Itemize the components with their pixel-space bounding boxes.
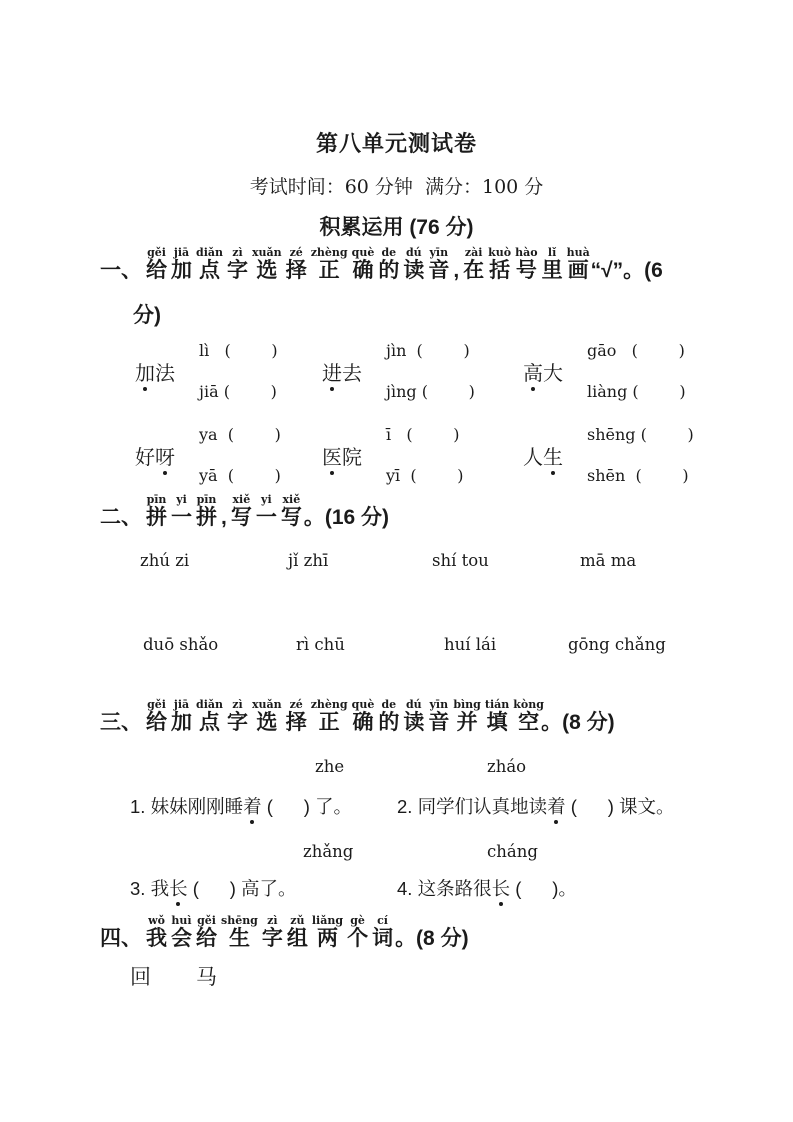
word-building-char: 马 (196, 965, 217, 989)
word-building-char: 回 (130, 965, 151, 989)
pinyin-options (587, 425, 694, 485)
section2-heading (100, 494, 389, 529)
write-pinyin-item: huí lái (444, 635, 497, 654)
write-pinyin-item: zhú zi (140, 551, 190, 570)
pronunciation-option: cháng (487, 842, 538, 861)
word-cell (523, 338, 686, 404)
sentence-item: 2. 同学们认真地读着 ( ) 课文。 (397, 793, 675, 819)
pronunciation-option: zhǎng (303, 842, 354, 861)
section3-heading (100, 699, 615, 734)
section4-heading-tail: 。(8 分) (395, 927, 469, 950)
pinyin-option: yā ( ) (199, 466, 281, 485)
pronunciation-option: zháo (487, 757, 527, 776)
pinyin-option: jiā ( ) (199, 382, 277, 401)
write-pinyin-item: shí tou (432, 551, 489, 570)
pinyin-option: shēn ( ) (587, 466, 689, 485)
pinyin-options (199, 425, 281, 485)
word-jiafa: 加法 (135, 357, 175, 386)
section1-heading-wrap: 分) (133, 304, 161, 327)
section2-heading-pinyin-text: 拼pīn一yi拼pīn, 写xiě一yi写xiě (146, 493, 302, 529)
pinyin-options (386, 341, 475, 401)
word-cell (523, 422, 694, 488)
section4-number: 四、 (100, 927, 142, 950)
sentence-item: 1. 妹妹刚刚睡着 ( ) 了。 (130, 793, 352, 819)
pinyin-option: shēng ( ) (587, 425, 694, 444)
part-header: 积累运用 (76 分) (319, 216, 474, 239)
pinyin-options (587, 341, 686, 401)
write-pinyin-item: duō shǎo (143, 635, 219, 654)
section1-number: 一、 (100, 259, 142, 282)
write-pinyin-item: rì chū (296, 635, 345, 654)
section3-heading-pinyin-text: 给gěi加jiā点diǎn字zì选xuǎn择zé正zhèng确què的de读dú音yīn并bìng填tián空kòng (146, 698, 544, 734)
section3-number: 三、 (100, 711, 142, 734)
word-haoya: 好呀 (135, 441, 175, 470)
word-cell (322, 422, 464, 488)
word-rensheng: 人生 (523, 441, 563, 470)
write-pinyin-item: jǐ zhī (288, 551, 329, 570)
exam-meta: 考试时间：60 分钟 满分：100 分 (249, 176, 544, 198)
section1-heading-pinyin-text: 给gěi加jiā点diǎn字zì选xuǎn择zé正zhèng确què的de读dú音yīn, 在zài括kuò号hào里lǐ画huà (146, 246, 590, 282)
section2-number: 二、 (100, 506, 142, 529)
pinyin-option: jìng ( ) (386, 382, 475, 401)
sentence-item: 4. 这条路很长 ( )。 (397, 875, 577, 901)
word-cell (322, 338, 475, 404)
write-pinyin-item: gōng chǎng (568, 635, 666, 654)
pronunciation-option: zhe (315, 757, 345, 776)
word-cell (135, 422, 281, 488)
write-pinyin-item: mā ma (580, 551, 637, 570)
word-gaoda: 高大 (523, 357, 563, 386)
word-cell (135, 338, 278, 404)
pinyin-options (199, 341, 278, 401)
section4-heading (100, 915, 469, 950)
pinyin-option: jìn ( ) (386, 341, 470, 360)
section1-heading (100, 247, 663, 282)
pinyin-option: liàng ( ) (587, 382, 686, 401)
word-jinqu: 进去 (322, 357, 362, 386)
sentence-item: 3. 我长 ( ) 高了。 (130, 875, 297, 901)
pinyin-option: lì ( ) (199, 341, 278, 360)
section3-heading-tail: 。(8 分) (541, 711, 615, 734)
page-title: 第八单元测试卷 (315, 131, 477, 156)
section2-heading-tail: 。(16 分) (303, 506, 390, 529)
pinyin-option: ī ( ) (386, 425, 460, 444)
pinyin-option: yī ( ) (386, 466, 464, 485)
section4-heading-pinyin-text: 我wǒ会huì给gěi生shēng字zì组zǔ两liǎng个gè词cí (146, 914, 394, 950)
pinyin-option: ya ( ) (199, 425, 281, 444)
pinyin-option: gāo ( ) (587, 341, 685, 360)
pinyin-options (386, 425, 464, 485)
word-yiyuan: 医院 (322, 441, 362, 470)
section1-heading-tail: “√”。(6 (590, 259, 663, 282)
